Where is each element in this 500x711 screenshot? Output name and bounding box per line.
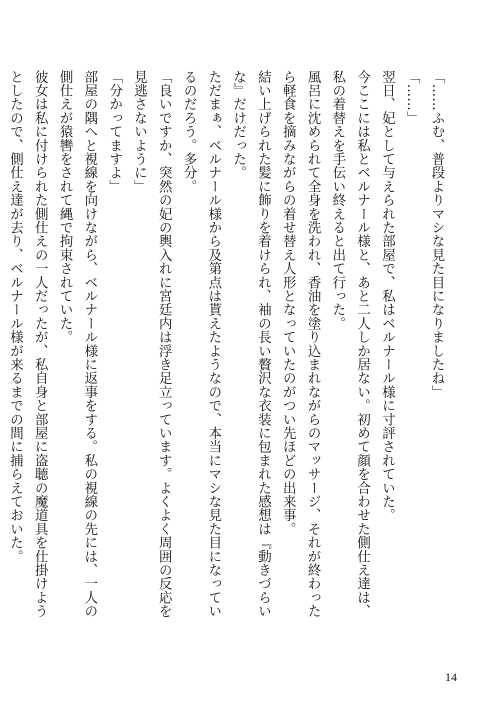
paragraph: 結い上げられた髪に飾りを着けられ、袖の長い贅沢な衣装に包まれた感想は『動きづらいな』だけだった。 — [230, 70, 271, 618]
paragraph: 風呂に沈められて全身を洗われ、香油を塗り込まれながらのマッサージ、それが終わったら軽食を摘みながらの着せ替え人形となっていたのがつい先ほどの出来事。 — [280, 70, 321, 618]
paragraph: 翌日、妃として与えられた部屋で、私はベルナール様に寸評されていた。 — [379, 70, 395, 523]
paragraph: 今ここには私とベルナール様と、あと二人しか居ない。初めて顔を合わせた側仕え達は、私の着替えを手伝い終えると出て行った。 — [329, 70, 370, 618]
paragraph: 「……」 — [404, 70, 420, 125]
vertical-text-body — [7, 70, 448, 618]
paragraph: ただまぁ、ベルナール様から及第点は貰えたようなので、本当にマシな見た目になっているのだろう。多分。 — [181, 70, 221, 618]
paragraph: 「……ふむ、普段よりマシな見た目になりましたね」 — [429, 70, 444, 399]
paragraph: 部屋の隅へと視線を向けながら、ベルナール様に返事をする。私の視線の先には、一人の側仕えが猿轡をされて縄で拘束されていた。 — [57, 70, 97, 618]
paragraph: 「分かってますよ」 — [106, 70, 122, 194]
paragraph: 「良いですか、突然の妃の輿入れに宮廷内は浮き足立っています。よくよく周囲の反応を見逃さないように」 — [131, 70, 172, 618]
paragraph: 彼女は私に付けられた側仕えの一人だったが、私自身と部屋に盗聴の魔道具を仕掛けようとしたので、側仕え達が去り、ベルナール様が来るまでの間に捕らえておいた。 — [7, 70, 48, 618]
page-number: 14 — [445, 670, 457, 684]
